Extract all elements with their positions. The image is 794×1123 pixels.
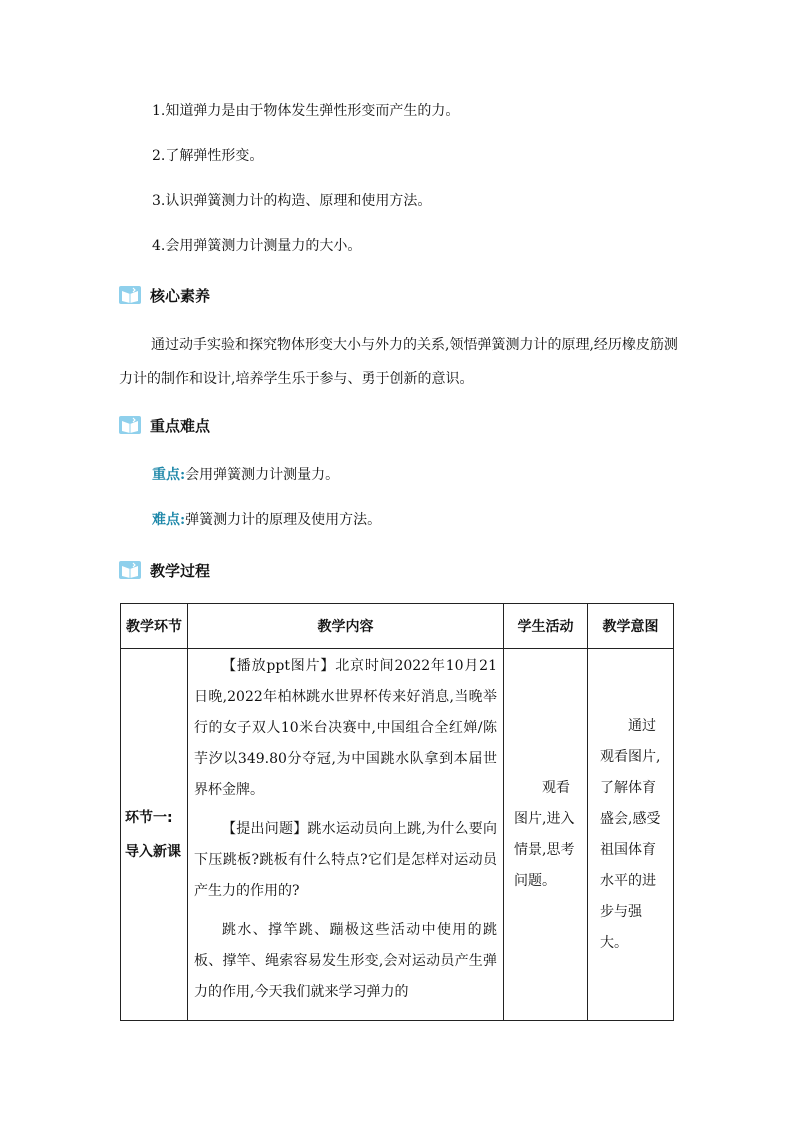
objective-4: 4.会用弹簧测力计测量力的大小。 bbox=[152, 238, 362, 254]
section-title: 核心素养 bbox=[150, 286, 211, 305]
header-content: 教学内容 bbox=[188, 604, 504, 649]
focus-text: 会用弹簧测力计测量力。 bbox=[185, 467, 340, 483]
header-stage: 教学环节 bbox=[121, 604, 188, 649]
core-paragraph: 通过动手实验和探究物体形变大小与外力的关系,领悟弹簧测力计的原理,经历橡皮筋测力计的制作和设计,培养学生乐于参与、勇于创新的意识。 bbox=[119, 337, 678, 387]
open-book-icon bbox=[119, 561, 141, 579]
process-table bbox=[120, 603, 674, 1021]
objective-3: 3.认识弹簧测力计的构造、原理和使用方法。 bbox=[152, 193, 432, 209]
content-paragraph: 【提出问题】跳水运动员向上跳,为什么要向下压跳板?跳板有什么特点?它们是怎样对运动员产生力的作用的? bbox=[194, 821, 497, 899]
focus-label: 重点: bbox=[152, 467, 186, 483]
focus-line bbox=[152, 465, 339, 485]
section-keypoints-header bbox=[119, 414, 210, 436]
section-core-header bbox=[119, 284, 210, 306]
section-title: 教学过程 bbox=[150, 561, 211, 580]
section-title: 重点难点 bbox=[150, 416, 211, 435]
open-book-icon bbox=[119, 286, 141, 304]
difficulty-line bbox=[152, 510, 381, 530]
header-intent: 教学意图 bbox=[588, 604, 674, 649]
header-activity: 学生活动 bbox=[504, 604, 588, 649]
content-paragraph: 【播放ppt图片】北京时间2022年10月21日晚,2022年柏林跳水世界杯传来好消息,当晚举行的女子双人10米台决赛中,中国组合全红婵/陈芋汐以349.80分夺冠,为中国跳水队拿到本届世界杯金牌。 bbox=[194, 658, 497, 798]
table-row bbox=[121, 649, 674, 1021]
open-book-icon bbox=[119, 416, 141, 434]
content-paragraph: 跳水、撑竿跳、蹦极这些活动中使用的跳板、撑竿、绳索容易发生形变,会对运动员产生弹力的作用,今天我们就来学习弹力的 bbox=[194, 922, 497, 1000]
objective-2: 2.了解弹性形变。 bbox=[152, 148, 264, 164]
difficulty-label: 难点: bbox=[152, 512, 186, 528]
difficulty-text: 弹簧测力计的原理及使用方法。 bbox=[185, 512, 382, 528]
objective-1: 1.知道弹力是由于物体发生弹性形变而产生的力。 bbox=[152, 103, 460, 119]
content-cell bbox=[188, 649, 504, 1021]
activity-cell: 观看图片,进入情景,思考问题。 bbox=[504, 649, 588, 1021]
table-header-row bbox=[121, 604, 674, 649]
intent-cell: 通过观看图片,了解体育盛会,感受祖国体育水平的进步与强大。 bbox=[588, 649, 674, 1021]
section-process-header bbox=[119, 559, 210, 581]
stage-cell: 环节一:导入新课 bbox=[121, 649, 188, 1021]
